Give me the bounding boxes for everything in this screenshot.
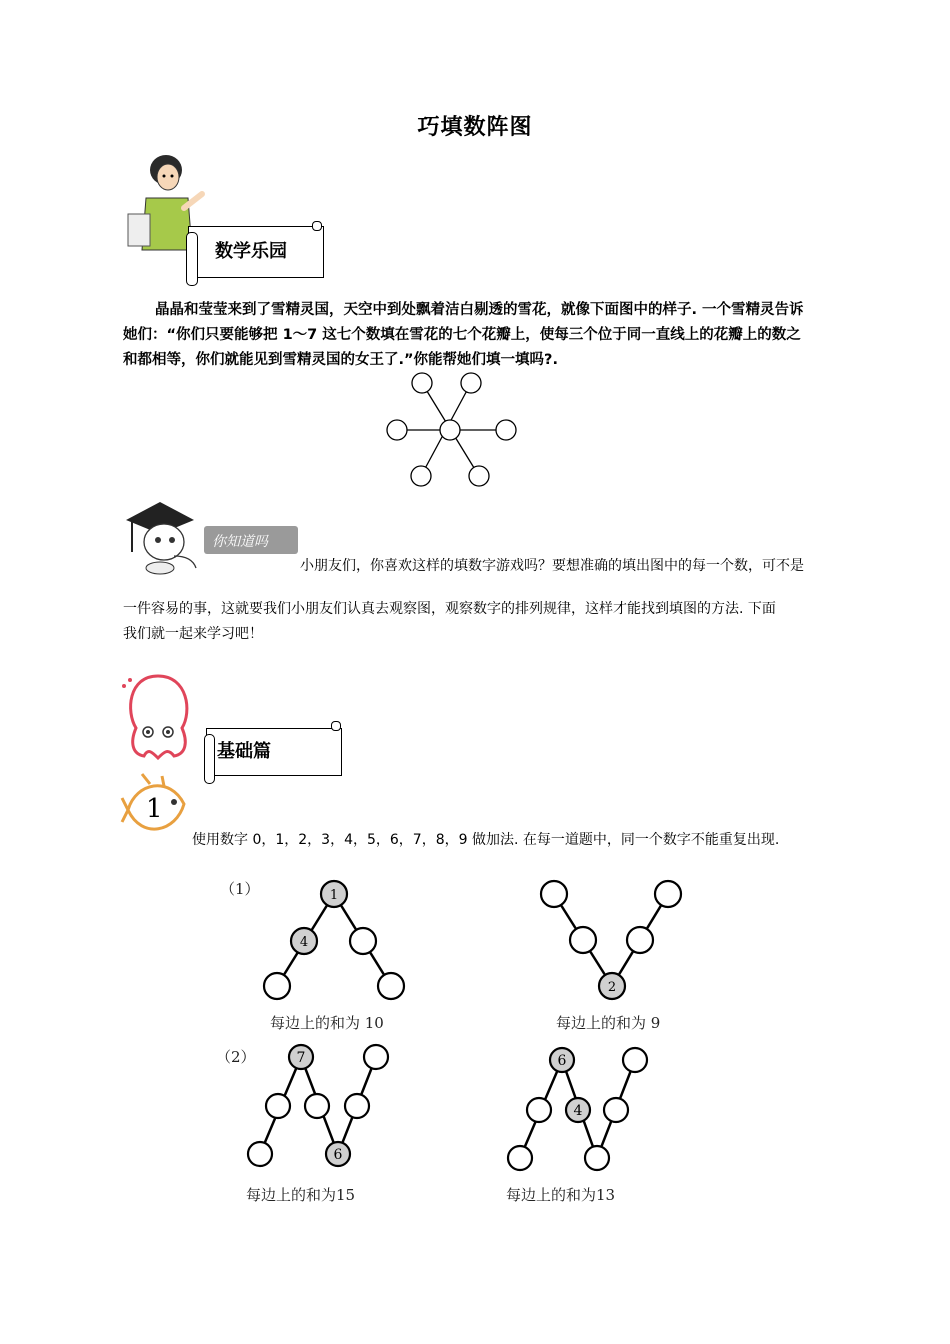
did-you-know-line-3: 我们就一起来学习吧！ [123,626,263,642]
snowflake-node [412,373,432,393]
node-value: 6 [333,1147,343,1163]
section-label: 数学乐园 [215,241,287,262]
figure-node-empty [627,927,653,953]
figure-node-empty [541,881,567,907]
graduate-cartoon [122,494,202,576]
figure-c-diagram [240,1040,400,1180]
figure-node-empty [378,973,404,999]
problem-statement: 使用数字 0，1，2，3，4，5，6，7，8，9 做加法. 在每一道题中，同一个数字不能重复出现. [192,832,780,848]
figure-node-empty [345,1094,369,1118]
snowflake-diagram [380,370,520,492]
figure-d-diagram [500,1042,660,1182]
snowflake-node [461,373,481,393]
node-value: 4 [573,1103,583,1119]
did-you-know-badge [204,526,298,554]
snowflake-node [496,420,516,440]
figure-a-diagram [258,876,414,1004]
figure-node-empty [266,1094,290,1118]
figure-node-empty [364,1045,388,1069]
part-1-label: （1） [220,880,260,898]
node-value: 6 [557,1053,567,1069]
part-2-label: （2） [216,1048,256,1066]
snowflake-node [411,466,431,486]
node-value: 7 [296,1050,306,1066]
page-title: 巧填数阵图 [417,115,533,140]
scroll-roll-right [312,221,322,231]
scroll-roll-right [331,721,341,731]
snowflake-node [387,420,407,440]
intro-paragraph-line-1: 晶晶和莹莹来到了雪精灵国，天空中到处飘着洁白剔透的雪花，就像下面图中的样子. 一个雪精灵告诉 [155,302,804,318]
figure-node-empty [350,928,376,954]
figure-b-caption: 每边上的和为 9 [556,1014,661,1032]
figure-d-caption: 每边上的和为13 [506,1186,616,1204]
section-label: 基础篇 [217,741,271,762]
figure-c-caption: 每边上的和为15 [246,1186,356,1204]
figure-node-empty [604,1098,628,1122]
problem-number: 1 [146,794,163,824]
figure-node-empty [527,1098,551,1122]
intro-paragraph-line-3: 和都相等，你们就能见到雪精灵国的女王了.”你能帮她们填一填吗?. [123,352,558,368]
did-you-know-label: 你知道吗 [212,534,268,550]
node-value: 1 [329,888,339,903]
figure-node-empty [570,927,596,953]
section-banner-math-park [188,226,324,278]
figure-node-empty [508,1146,532,1170]
section-banner-basics [206,728,342,776]
scroll-roll-left [186,232,198,286]
node-value: 4 [299,935,309,950]
did-you-know-line-2: 一件容易的事，这就要我们小朋友们认真去观察图，观察数字的排列规律，这样才能找到填图的方法. 下面 [123,601,776,617]
figure-b-diagram [532,876,692,1004]
figure-node-empty [585,1146,609,1170]
figure-node-empty [623,1048,647,1072]
intro-paragraph-line-2: 她们：“你们只要能够把 1～7 这七个数填在雪花的七个花瓣上，使每三个位于同一直线上的花瓣上的数之 [123,327,801,343]
snowflake-node [469,466,489,486]
figure-node-empty [264,973,290,999]
octopus-icon [118,672,200,764]
figure-node-empty [248,1142,272,1166]
figure-node-empty [655,881,681,907]
node-value: 2 [607,980,617,995]
did-you-know-line-1: 小朋友们，你喜欢这样的填数字游戏吗？要想准确的填出图中的每一个数，可不是 [300,558,804,574]
scroll-roll-left [204,734,215,784]
figure-a-caption: 每边上的和为 10 [270,1014,384,1032]
snowflake-node [440,420,460,440]
figure-node-empty [305,1094,329,1118]
